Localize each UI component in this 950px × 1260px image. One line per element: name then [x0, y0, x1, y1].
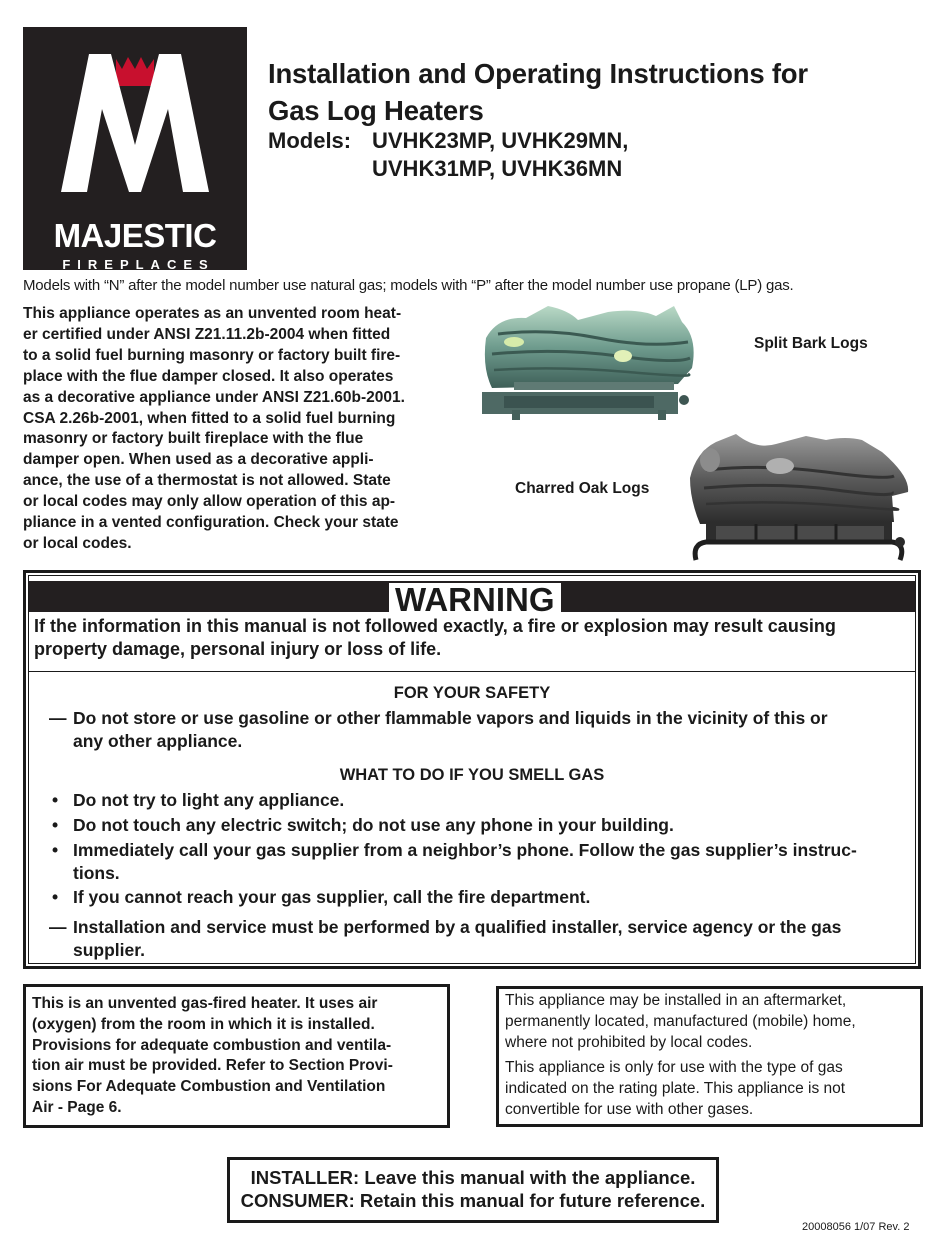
item-line: supplier. [73, 939, 145, 960]
intro-line: This appliance operates as an unvented room heat- [23, 305, 402, 322]
smell-gas-item [49, 789, 919, 812]
notice-line: This appliance is only for use with the type of gas [505, 1059, 843, 1077]
notice-line: This appliance may be installed in an aftermarket, [505, 992, 847, 1009]
intro-line: er certified under ANSI Z21.11.2b-2004 when fitted [23, 325, 391, 343]
bullet-marker: • [52, 840, 59, 860]
intro-line: place with the flue damper closed. It also operates [23, 367, 394, 385]
logo-brand-text: MAJESTIC [53, 217, 217, 254]
bullet-marker: • [52, 815, 59, 835]
item-line: Installation and service must be performed by a qualified installer, service agency or the gas [73, 917, 842, 937]
notice-line: sions For Adequate Combustion and Ventilation [32, 1078, 386, 1096]
split-bark-logs-caption: Split Bark Logs [754, 335, 868, 352]
intro-line: ance, the use of a thermostat is not allowed. State [23, 472, 391, 490]
notice-line: permanently located, manufactured (mobile) home, [505, 1012, 856, 1030]
smell-gas-item [49, 814, 919, 837]
intro-line: as a decorative appliance under ANSI Z21.60b-2001. [23, 388, 405, 406]
models-line-1: UVHK23MP, UVHK29MN, [372, 128, 629, 153]
notice-line: tion air must be provided. Refer to Section Provi- [32, 1057, 393, 1075]
gas-type-paragraph [505, 1058, 914, 1120]
warning-inner-frame [28, 575, 916, 964]
em-dash-marker: — [49, 917, 67, 937]
intro-line: masonry or factory built fireplace with the flue [23, 430, 364, 448]
notice-line: convertible for use with other gases. [505, 1100, 754, 1118]
fuel-type-note: Models with “N” after the model number use natural gas; models with “P” after the model number use propane (LP) gas. [23, 277, 794, 294]
model-list [268, 127, 628, 183]
models-line-2: UVHK31MP, UVHK36MN [372, 156, 623, 181]
item-line: Do not touch any electric switch; do not use any phone in your building. [73, 815, 674, 835]
notice-line: Air - Page 6. [32, 1098, 122, 1116]
intro-line: or local codes may only allow operation of this ap- [23, 493, 396, 511]
intro-line: CSA 2.26b-2001, when fitted to a solid fuel burning [23, 409, 396, 427]
consumer-line: CONSUMER: Retain this manual for future reference. [240, 1190, 706, 1211]
document-title [268, 55, 808, 129]
warning-divider [29, 671, 915, 672]
mobile-home-paragraph [505, 991, 914, 1053]
models-label: Models: [268, 128, 352, 153]
intro-paragraph [23, 304, 455, 555]
charred-oak-logs-caption: Charred Oak Logs [515, 480, 650, 497]
smell-gas-item [49, 886, 919, 909]
safety-item [49, 707, 919, 752]
smell-gas-heading: WHAT TO DO IF YOU SMELL GAS [339, 766, 605, 784]
item-line: Immediately call your gas supplier from a neighbor’s phone. Follow the gas supplier’s instruc- [73, 840, 857, 860]
split-bark-logs-image [478, 298, 700, 420]
warning-lead-text [34, 615, 914, 661]
installer-consumer-notice [227, 1157, 719, 1223]
notice-line: indicated on the rating plate. This appliance is not [505, 1080, 846, 1098]
service-item [49, 916, 919, 961]
notice-line: where not prohibited by local codes. [505, 1033, 753, 1051]
document-number: 20008056 1/07 Rev. 2 [802, 1221, 910, 1233]
mobile-home-gas-type-notice [496, 986, 923, 1127]
item-line: Do not store or use gasoline or other flammable vapors and liquids in the vicinity of this or [73, 708, 828, 728]
unvented-heater-notice [23, 984, 450, 1128]
warning-title: WARNING [389, 583, 561, 617]
warning-box [23, 570, 921, 969]
smell-gas-item [49, 839, 919, 884]
title-line-2: Gas Log Heaters [268, 95, 484, 126]
em-dash-marker: — [49, 708, 67, 728]
item-line: Do not try to light any appliance. [73, 790, 345, 810]
intro-line: pliance in a vented configuration. Check your state [23, 514, 399, 532]
intro-line: or local codes. [23, 534, 132, 552]
notice-line: This is an unvented gas-fired heater. It uses air [32, 995, 378, 1012]
logo-subbrand-text: FIREPLACES [62, 257, 215, 272]
majestic-logo [23, 27, 247, 270]
safety-heading: FOR YOUR SAFETY [393, 684, 551, 702]
warning-title-bar [29, 581, 915, 618]
warning-lead-line: If the information in this manual is not followed exactly, a fire or explosion may result causing [34, 616, 836, 636]
notice-line: Provisions for adequate combustion and ventila- [32, 1036, 392, 1054]
item-line: If you cannot reach your gas supplier, call the fire department. [73, 887, 591, 907]
intro-line: to a solid fuel burning masonry or factory built fire- [23, 346, 401, 364]
charred-oak-logs-image [686, 430, 912, 562]
bullet-marker: • [52, 887, 59, 907]
warning-lead-line: property damage, personal injury or loss of life. [34, 639, 442, 659]
item-line: any other appliance. [73, 730, 243, 751]
bullet-marker: • [52, 790, 59, 810]
title-line-1: Installation and Operating Instructions for [268, 58, 808, 89]
intro-line: damper open. When used as a decorative appli- [23, 451, 374, 469]
installer-line: INSTALLER: Leave this manual with the appliance. [250, 1167, 696, 1188]
notice-line: (oxygen) from the room in which it is installed. [32, 1015, 375, 1033]
item-line: tions. [73, 862, 120, 883]
